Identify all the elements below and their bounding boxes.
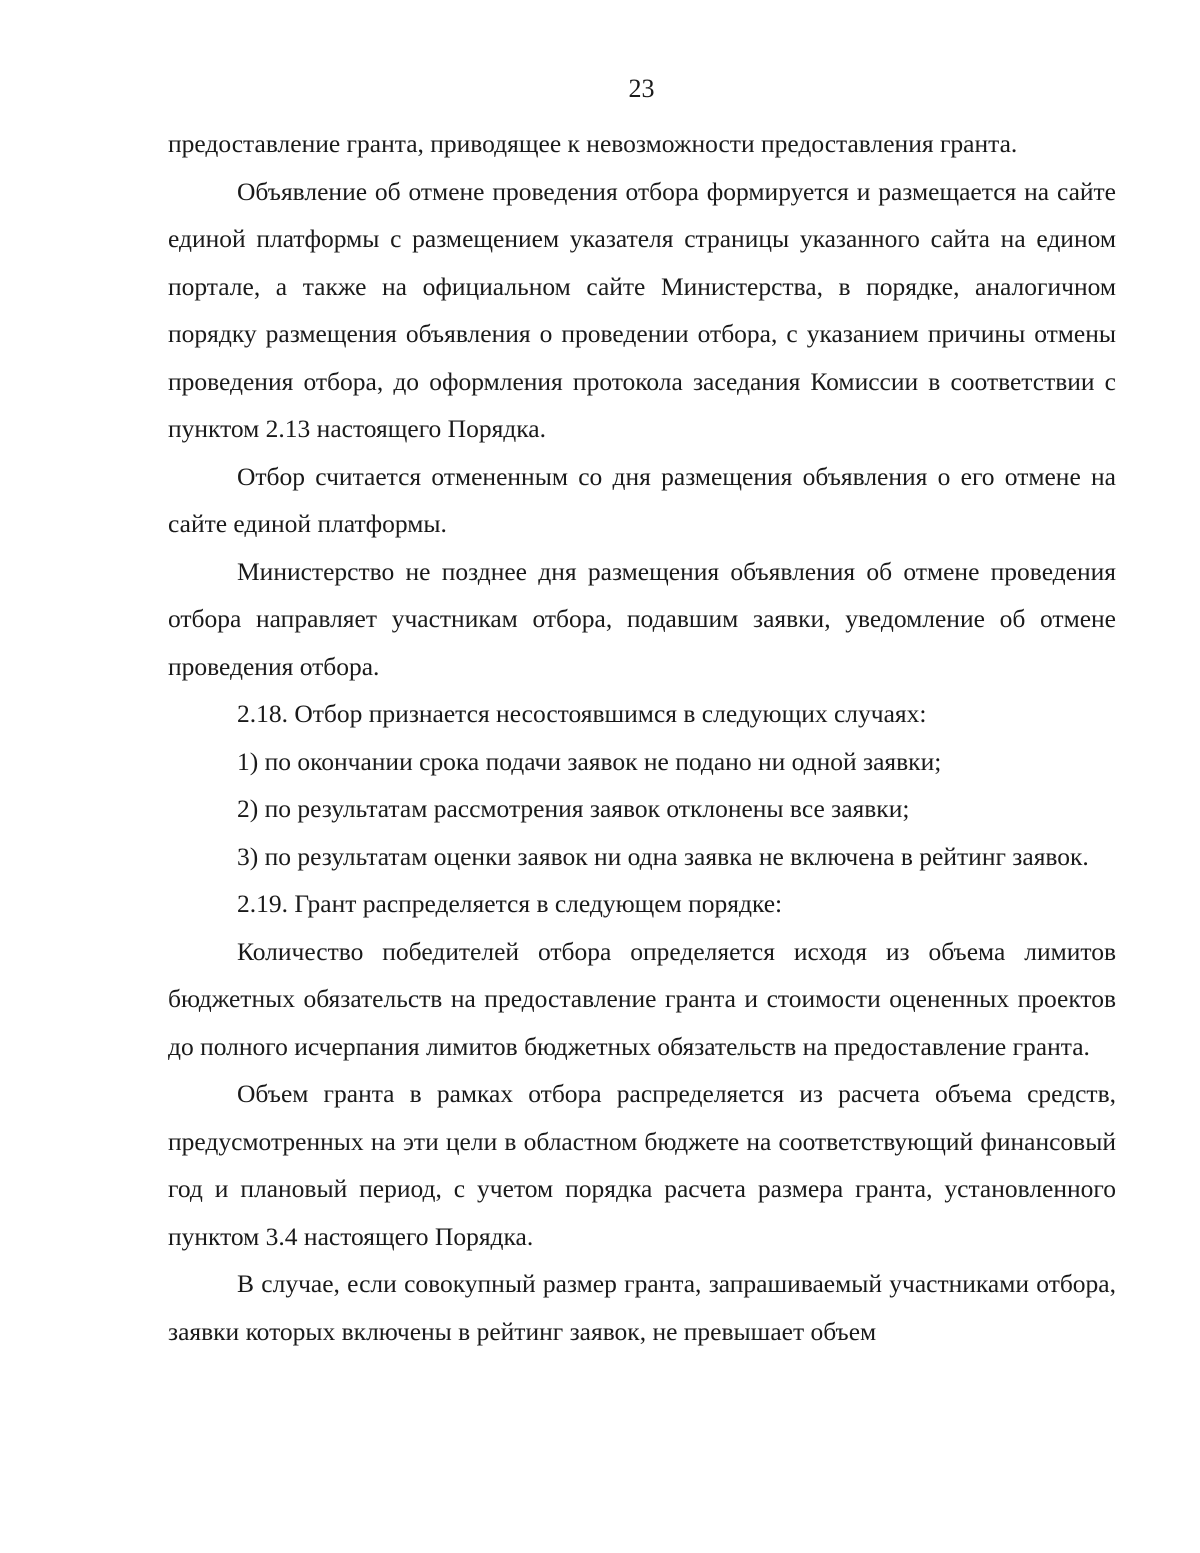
paragraph-total-grant-case: В случае, если совокупный размер гранта, запрашиваемый участниками отбора, заявки которых включены в рейтинг заявок, не превышает объем (168, 1269, 1116, 1346)
paragraph-clause-2-18: 2.18. Отбор признается несостоявшимся в следующих случаях: (237, 699, 927, 728)
paragraph-winners-count: Количество победителей отбора определяется исходя из объема лимитов бюджетных обязательств на предоставление гранта и стоимости оцененных проектов до полного исчерпания лимитов бюджетных обязательств на предоставление гранта. (168, 936, 1116, 1061)
page-number: 23 (628, 74, 655, 103)
list-item-1: 1) по окончании срока подачи заявок не подано ни одной заявки; (237, 746, 942, 776)
document-body (168, 120, 1116, 1355)
paragraph-continuation: предоставление гранта, приводящее к невозможности предоставления гранта. (168, 129, 1018, 158)
paragraph-cancellation-announcement: Объявление об отмене проведения отбора формируется и размещается на сайте единой платформы с размещением указателя страницы указанного сайта на едином портале, а также на официальном сайте Министерства, в порядке, аналогичном порядку размещения объявления о проведении отбора, с указанием причины отмены проведения отбора, до оформления протокола заседания Комиссии в соответствии с пунктом 2.13 настоящего Порядка. (168, 176, 1116, 443)
paragraph-clause-2-19: 2.19. Грант распределяется в следующем порядке: (237, 889, 783, 918)
paragraph-cancellation-effective: Отбор считается отмененным со дня размещения объявления о его отмене на сайте единой платформы. (168, 461, 1116, 538)
list-item-2: 2) по результатам рассмотрения заявок отклонены все заявки; (237, 794, 910, 823)
list-item-3: 3) по результатам оценки заявок ни одна заявка не включена в рейтинг заявок. (237, 841, 1089, 871)
paragraph-grant-volume: Объем гранта в рамках отбора распределяется из расчета объема средств, предусмотренных на эти цели в областном бюджете на соответствующий финансовый год и плановый период, с учетом порядка расчета размера гранта, установленного пунктом 3.4 настоящего Порядка. (168, 1079, 1116, 1251)
paragraph-ministry-notification: Министерство не позднее дня размещения объявления об отмене проведения отбора направляет участникам отбора, подавшим заявки, уведомление об отмене проведения отбора. (168, 556, 1116, 681)
